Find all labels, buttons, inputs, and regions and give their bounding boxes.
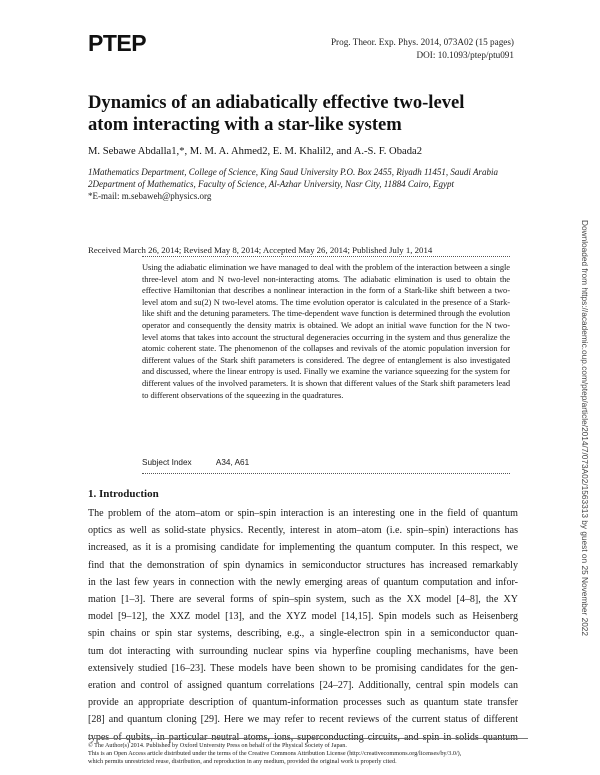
abstract-bottom-rule: [142, 473, 510, 474]
body-line: provide an appropriate description of quantum-information processes such as quantum state transfer: [88, 697, 518, 709]
affiliation-1: 1Mathematics Department, College of Science, King Saud University P.O. Box 2455, Riyadh 11451, Saudi Arabia: [88, 167, 498, 177]
body-line: eration and control of assigned quantum correlations [24–27]. Additionally, central spin models can: [88, 680, 518, 692]
footer-license: [88, 738, 528, 766]
affiliations: [88, 166, 528, 202]
abstract-text: Using the adiabatic elimination we have managed to deal with the problem of the interaction between a single three-level atom and N two-level non-interacting atoms. The adiabatic elimination is used to obtain the effective Hamiltonian that describes a nonlinear interaction in the form of a Stark-like shift between a two-level atom and su(2) N two-level atoms. The time evolution operator is calculated in the presence of a Stark-like shift and the detuning parameters. The time-dependent wave function is determined through the evolution operator and consequently the density matrix is obtained. We adopt an initial wave function for the N two-level atoms that takes into account the structural degeneracies occurring in the system and thus generalize the atomic coherent state. The phenomenon of the collapses and revivals of the atomic population inversion for different values of the Stark shift parameters is considered. The degree of entanglement is also investigated and discussed, where the linear entropy is used. Finally we examine the variance squeezing for the system for different values of the involved parameters. It is shown that different values of the Stark shift parameters lead to different observations of the squeezing in the quadratures.: [142, 262, 510, 400]
body-line: model [9–12], the XXZ model [13], and the XYZ model [14,15]. Spin models such as Heisenberg: [88, 611, 518, 623]
body-line: spin chains or spin star systems, describing, e.g., a single-electron spin in a semiconductor quan-: [88, 628, 518, 640]
body-line: optics as well as solid-state physics. Recently, interest in atom–atom (i.e. spin–spin) interactions has: [88, 525, 518, 537]
journal-logo: PTEP: [88, 30, 147, 56]
abstract-top-rule: [142, 256, 510, 257]
subject-index: [142, 458, 249, 467]
body-line: find that the demonstration of spin dynamics in semiconductor structures has increased remarkably: [88, 559, 518, 571]
download-note-text: Downloaded from https://academic.oup.com/ptep/article/2014/7/073A02/1563313 by guest on 25 November 2022: [580, 220, 590, 637]
publication-dates: Received March 26, 2014; Revised May 8, 2014; Accepted May 26, 2014; Published July 1, 2014: [88, 245, 433, 255]
subject-index-label: Subject Index: [142, 458, 192, 467]
download-note: [578, 220, 592, 637]
body-line: extensively studied [16–23]. These models have been shown to be promising candidates for the gen-: [88, 662, 518, 674]
affiliation-2: 2Department of Mathematics, Faculty of Science, Al-Azhar University, Nasr City, 11884 Cairo, Egypt: [88, 179, 455, 189]
body-line: types of qubits, in particular neutral atoms, ions, superconducting circuits, and spin in solids quantum: [88, 731, 518, 743]
footer-copyright: © The Author(s) 2014. Published by Oxford University Press on behalf of the Physical Society of Japan.: [88, 742, 347, 749]
doi[interactable]: DOI: 10.1093/ptep/ptu091: [416, 50, 514, 60]
author-list: M. Sebawe Abdalla1,*, M. M. A. Ahmed2, E. M. Khalil2, and A.-S. F. Obada2: [88, 146, 423, 157]
corresponding-email[interactable]: *E-mail: m.sebaweh@physics.org: [88, 191, 212, 201]
subject-index-value: A34, A61: [215, 458, 250, 467]
body-line: The problem of the atom–atom or spin–spin interaction is an interesting one in the field of quantum: [88, 508, 518, 519]
body-line: [28] and quantum cloning [29]. Here we may refer to recent reviews of the current status of different: [88, 714, 518, 726]
footer-license-line: This is an Open Access article distributed under the terms of the Creative Commons Attribution License (http://creativecommons.org/licenses/by/3.0/),: [88, 750, 462, 757]
journal-citation: Prog. Theor. Exp. Phys. 2014, 073A02 (15 pages): [330, 37, 514, 47]
body-text: [88, 505, 518, 746]
journal-info: [331, 36, 514, 62]
footer-permission: which permits unrestricted reuse, distribution, and reproduction in any medium, provided the original work is properly cited.: [88, 758, 397, 765]
section-heading: 1. Introduction: [88, 488, 159, 500]
body-line: tum dot interacting with surrounding nuclear spins via hyperfine coupling mechanisms, have been: [88, 645, 518, 657]
body-line: in the last few years in connection with the newly emerging areas of quantum computation and infor-: [88, 576, 518, 588]
abstract: [142, 256, 510, 406]
paper-title: Dynamics of an adiabatically effective two-level atom interacting with a star-like system: [88, 92, 465, 135]
body-line: increased, as it is a promising candidate for implementing the quantum computer. In this respect, we: [88, 542, 518, 554]
body-line: mation [1–3]. There are several forms of spin–spin system, such as the XX model [4–8], the XY: [88, 594, 518, 606]
